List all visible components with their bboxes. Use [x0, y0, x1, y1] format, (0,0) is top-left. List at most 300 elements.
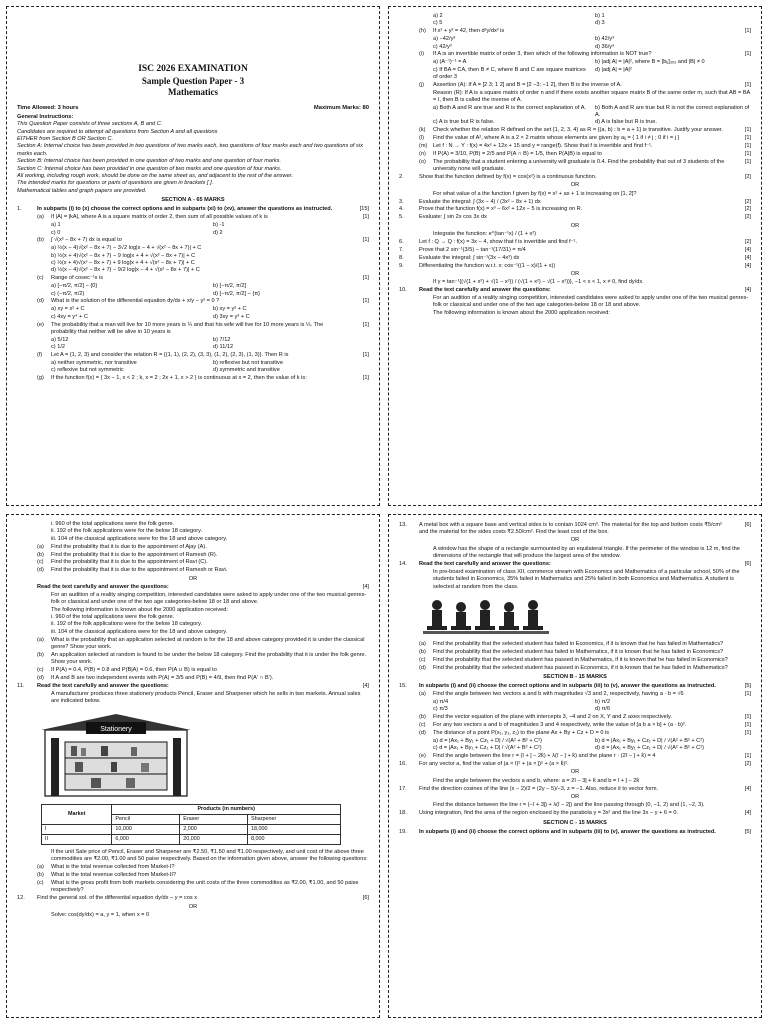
question-number: 7.: [399, 246, 404, 253]
question: [399, 287, 751, 294]
sub-question: [399, 722, 751, 729]
option-grid: [51, 283, 369, 298]
sub-question: [399, 143, 751, 150]
option: d) |adj A| = |A|²: [595, 66, 632, 73]
value-cell: 8,000: [248, 834, 341, 844]
marks: [1]: [744, 753, 751, 760]
question-text: If the unit Sale price of Pencil, Eraser and Sharpener are ₹2.50, ₹1.50 and ₹1.00 respectively, and unit cost of the above three commodities are ₹2.00, ₹1.00 and 50 paise respectively. Based on the information given above, answer the following questions:: [51, 849, 368, 863]
sub-question: [17, 214, 369, 221]
question-text: Prove that 2 sin⁻¹(3/5) − tan⁻¹(17/31) = π/4: [419, 246, 526, 253]
subpart-label: (c): [37, 667, 44, 674]
sub-question: [17, 322, 369, 337]
questions-block-3: [17, 521, 369, 706]
sub-question: [17, 567, 369, 574]
sub-question: [399, 691, 751, 698]
marks: [4]: [744, 785, 751, 792]
question-number: 3.: [399, 198, 404, 205]
option: d) ½(x − 4)√(x² − 8x + 7) − 9/2 log|x − 4 + √(x² − 8x + 7)| + C: [51, 267, 200, 274]
sub-question: [17, 375, 369, 382]
marks: [2]: [744, 198, 751, 205]
subpart-label: (b): [419, 714, 426, 721]
question: [17, 895, 369, 902]
marks: [1]: [744, 150, 751, 157]
option: c) d = |Ax₁ + By₁ + Cz₁ + D| / √(A² + B² + C²): [433, 745, 542, 752]
section-title: SECTION C - 15 MARKS: [543, 819, 607, 826]
question-number: 14.: [399, 560, 407, 567]
sub-question: [17, 652, 369, 667]
question-number: 11.: [17, 682, 25, 689]
subpart-label: (b): [37, 551, 44, 558]
question-text: Reason (R): If A is a square matrix of order n and if there exists another square matrix B of the same order m, such that AB = BA = I, then B is called the inverse of A.: [433, 89, 750, 104]
sub-question: [17, 584, 369, 591]
option: d) d = |Ax₁ + By₁ + Cz₁ + D| / √(A² + B² + C²): [595, 745, 704, 752]
question-text: For an audition of a reality singing competition, interested candidates were asked to apply under one of the two musical genres-folk or classical and under one of the two age categories-below 18 or 18 and above.: [51, 591, 367, 606]
sub-question: [17, 237, 369, 244]
question: [17, 206, 369, 213]
question-text: Find the direction cosines of the line (x − 2)/2 = (2y − 5)/−3, z = −1. Also, reduce it to vector form.: [419, 785, 659, 792]
question: [399, 561, 751, 568]
subpart-label: (e): [419, 753, 426, 760]
subpart-label: (m): [419, 142, 428, 149]
question-text: i. 960 of the total applications were the folk genre.: [51, 614, 175, 620]
option: b) |adj A| = |A|², where B = [bᵢⱼ]₃ₓ₃ and |B| ≠ 0: [595, 59, 705, 66]
question-text: Let f : N → Y : f(x) = 4x² + 12x + 15 and y = range(f). Show that f is invertible and find f⁻¹.: [433, 142, 653, 149]
subpart-label: (d): [419, 664, 426, 671]
option-grid: [433, 59, 751, 81]
subpart-label: (d): [419, 730, 426, 736]
subpart-label: (d): [37, 298, 44, 305]
option: b) 1: [595, 13, 605, 19]
question-text: Find the probability that the selected student has failed in Economics, if it is known that he has failed in Mathematics?: [433, 640, 724, 647]
sub-question: [399, 135, 751, 142]
page-4: [388, 514, 762, 1018]
sub-question: [17, 275, 369, 282]
product-sharpener-header: Sharpener: [248, 814, 341, 824]
question-text: Find the probability that it is due to the appointment of Ajay (A).: [51, 543, 207, 550]
option-list: [51, 245, 369, 275]
question: [399, 199, 751, 206]
table-row: [42, 824, 341, 834]
question-number: 13.: [399, 521, 407, 528]
value-cell: 10,000: [112, 824, 180, 834]
question-text: iii. 104 of the classical applications were for the 18 and above category.: [51, 628, 228, 635]
subpart-label: (h): [419, 28, 426, 35]
subpart-label: (b): [37, 872, 44, 879]
question-text: For what value of a the function f given by f(x) = x² + ax + 1 is increasing on [1, 2]?: [433, 190, 637, 197]
table-row: [42, 834, 341, 844]
sub-question: [17, 352, 369, 359]
value-cell: 18,000: [248, 824, 341, 834]
subpart-label: (f): [37, 352, 43, 359]
question: [399, 761, 751, 768]
question-number: 8.: [399, 254, 404, 261]
question-text: ii. 192 of the folk applications were for the below 18 category.: [51, 528, 203, 535]
marks: [1]: [744, 714, 751, 721]
question-text: Read the text carefully and answer the questions:: [419, 287, 551, 294]
sub-question: [399, 753, 751, 760]
option: a) 5/12: [51, 336, 69, 343]
or-divider: OR: [570, 794, 580, 800]
subpart-label: (c): [37, 559, 44, 566]
option: d) 3: [595, 20, 605, 27]
question-number: 19.: [399, 829, 407, 835]
question-number: 9.: [399, 262, 404, 269]
option: a) π/4: [433, 699, 449, 705]
marks: [1]: [744, 28, 751, 35]
marks: [15]: [359, 206, 369, 213]
option: c) 1/2: [51, 344, 65, 351]
option: c) A is true but R is false.: [433, 119, 495, 126]
option-grid: [51, 222, 369, 237]
question-text: iii. 104 of the classical applications were for the 18 and above category.: [51, 535, 228, 542]
products-header: Products (in numbers): [112, 804, 341, 814]
marks: [5]: [744, 683, 751, 690]
paper-header: [17, 63, 369, 99]
sub-question: [399, 82, 751, 89]
sub-question: [17, 544, 369, 551]
marks: [2]: [744, 214, 751, 221]
question-text: Find the value of A², where A is a 2 × 2 matrix whose elements are given by aᵢⱼ = { 1 if i ≠ j ; 0 if i = j }: [433, 135, 680, 141]
subpart-label: (n): [419, 150, 426, 157]
marks: [1]: [362, 275, 369, 282]
value-cell: 20,000: [180, 834, 248, 844]
option: a) 2: [433, 13, 443, 19]
exam-title: ISC 2026 EXAMINATION: [138, 64, 248, 74]
subpart-label: (c): [419, 722, 426, 729]
time-allowed: Time Allowed: 3 hours: [17, 105, 79, 112]
question-text: For an audition of a reality singing competition, interested candidates were asked to apply under one of the two musical genres-folk or classical and under one of the two age categories-below 18 or 18 and above.: [433, 295, 749, 309]
marks: [1]: [362, 298, 369, 305]
option: a) neither symmetric, nor transitive: [51, 359, 137, 366]
questions-block-2: [399, 13, 751, 317]
option: b) 7/12: [213, 336, 231, 343]
marks: [2]: [744, 173, 751, 180]
subpart-label: (a): [37, 214, 44, 221]
question-text: In pre-board examination of class XII, commerce stream with Economics and Mathematics of a particular school, 50% of the students failed in Economics, 35% failed in Mathematics and 25% failed in both Economics and Mathematics. A student is selected at random from the class.: [433, 568, 740, 590]
option: a) (A⁻¹)⁻¹ = A: [433, 59, 467, 66]
subpart-label: (e): [37, 321, 44, 328]
option: c) reflexive but not symmetric: [51, 367, 124, 374]
question: [399, 263, 751, 270]
subpart-label: (b): [37, 237, 44, 244]
question: [17, 683, 369, 690]
option: b) 42/y³: [595, 36, 614, 43]
subpart-label: (c): [37, 275, 44, 282]
market-cell: II: [42, 834, 112, 844]
question: [399, 522, 751, 537]
option: d) A is false but R is true.: [595, 119, 657, 126]
question-text: If P(A) = 0.4, P(B) = 0.8 and P(B|A) = 0.6, then P(A ∪ B) is equal to: [51, 667, 217, 674]
section-a-title: SECTION A - 65 MARKS: [161, 197, 225, 204]
option: d) 36/y³: [595, 43, 614, 50]
subpart-label: (c): [37, 880, 44, 886]
marks: [2]: [744, 238, 751, 245]
time-marks-line: [17, 105, 369, 113]
stationery-shop-illustration: [41, 710, 191, 800]
marks: [1]: [362, 352, 369, 359]
option: a) −42/y³: [433, 36, 456, 43]
option: d) [−π/2, π/2] − {π}: [213, 290, 261, 297]
option: c) 0: [51, 229, 61, 236]
sub-question: [399, 51, 751, 58]
question-text: Integrate the function: e^(tan⁻¹x) / (1 + x²): [433, 231, 537, 237]
question-text: Find the probability that it is due to the appointment of Ramesh or Ravi.: [51, 567, 228, 574]
question-text: In subparts (i) to (x) choose the correct options and in subparts (xi) to (xv), answer the questions as instructed.: [37, 206, 333, 213]
question-text: For any vector a, find the value of (a × î)² + (a × ĵ)² + (a × k̂)².: [419, 761, 569, 767]
question: [399, 206, 751, 213]
option: d) symmetric and transitive: [213, 367, 280, 374]
questions-block-5: [399, 522, 751, 591]
instruction-line: Section C: Internal choice has been provided in one question of two marks and one question of four marks.: [17, 165, 282, 172]
marks: [1]: [362, 375, 369, 382]
question: [399, 214, 751, 221]
instruction-line: Candidates are required to attempt all questions from Section A and all questions: [17, 128, 218, 135]
question-text: If y = tan⁻¹{(√(1 + x²) + √(1 − x²)) / (√(1 + x²) − √(1 − x²))}, −1 < x < 1, x ≠ 0, find dy/dx.: [433, 279, 644, 286]
marks: [2]: [744, 206, 751, 213]
option: c) 42/y³: [433, 43, 452, 50]
shop-sign-text: Stationery: [100, 725, 132, 733]
question-text: What is the total revenue collected from Market-I?: [51, 864, 175, 871]
question-text: If the function f(x) = { 3x − 1, x < 2 ; k, x = 2 ; 2x + 1, x > 2 } is continuous at x = 2, then the value of k is:: [51, 375, 307, 382]
instruction-line: All working, including rough work, should be done on the same sheet as, and adjacent to the rest of the answer.: [17, 172, 293, 179]
product-pencil-header: Pencil: [112, 814, 180, 824]
question-text: A manufacturer produces three stationery products Pencil, Eraser and Sharpener which he sells in two markets. Annual sales are indicated below.: [51, 690, 361, 705]
questions-block-1: [17, 206, 369, 382]
question-text: i. 960 of the total applications were the folk genre.: [51, 521, 175, 527]
question-number: 2.: [399, 173, 404, 180]
page-1: [6, 6, 380, 506]
instruction-line: Mathematical tables and graph papers are provided.: [17, 187, 147, 194]
option: c) If BA = CA, then B ≠ C, where B and C are square matrices of order 3: [433, 66, 586, 80]
sub-question: [399, 159, 751, 174]
marks: [4]: [362, 682, 369, 689]
question-number: 18.: [399, 810, 407, 817]
subpart-label: (j): [419, 81, 424, 88]
question: [399, 810, 751, 817]
question-number: 12.: [17, 895, 25, 902]
question-text: Let A = {1, 2, 3} and consider the relation R = {(1, 1), (2, 2), (3, 3), (1, 2), (2, 3), (1, 3)}. Then R is: [51, 352, 289, 359]
marks: [4]: [744, 262, 751, 269]
question-number: 17.: [399, 785, 407, 792]
sub-question: [399, 127, 751, 134]
option-grid: [433, 105, 751, 127]
marks: [6]: [744, 521, 751, 528]
marks: [1]: [744, 127, 751, 134]
market-sales-table: [41, 804, 341, 846]
sub-question: [399, 714, 751, 721]
question-text: ∫ √(x² − 8x + 7) dx is equal to: [51, 237, 122, 244]
subpart-label: (o): [419, 158, 426, 165]
subpart-label: (a): [37, 543, 44, 550]
marks: [2]: [744, 761, 751, 767]
option-grid: [51, 360, 369, 375]
question-text: If x² + y² = 42, then d²y/dx² is: [433, 28, 505, 35]
question-text: If P(A) = 3/10, P(B) = 2/5 and P(A ∩ B) = 1/5, then P(A|B) is equal to: [433, 150, 602, 157]
general-instructions-title: General Instructions:: [17, 113, 74, 120]
option-grid: [433, 738, 751, 753]
sub-question: [17, 872, 369, 879]
question: [399, 174, 751, 181]
paper-title: Sample Question Paper - 3: [141, 75, 245, 86]
question-text: An application selected at random is found to be under the below 18 category. Find the probability that it is under the folk genre. Show your work.: [51, 651, 367, 666]
question-number: 1.: [17, 206, 22, 213]
question: [399, 239, 751, 246]
option: b) -1: [213, 222, 225, 229]
question-text: Read the text carefully and answer the questions:: [37, 682, 169, 689]
marks: [1]: [744, 135, 751, 141]
question-text: Range of cosec⁻¹x is: [51, 275, 104, 282]
question-text: What is the total revenue collected from Market-II?: [51, 872, 176, 879]
question-text: A window has the shape of a rectangle surmounted by an equilateral triangle. If the perimeter of the window is 12 m, find the dimensions of the rectangle that will produce the largest area of the window.: [433, 545, 740, 559]
marks: [6]: [362, 895, 369, 902]
option-grid: [51, 306, 369, 321]
value-cell: 6,000: [112, 834, 180, 844]
question-text: In subparts (i) and (ii) choose the correct options and in subparts (iii) to (v), answer the questions as instructed.: [419, 829, 716, 835]
question-number: 5.: [399, 214, 404, 221]
question-text: If A and B are two independent events with P(A) = 3/5 and P(B) = 4/9, then find P(A' ∩ B').: [51, 675, 274, 681]
market-header: Market: [42, 804, 112, 824]
question-text: What is the probability that an application selected at random is for the 18 and above category provided it is under the classical genre? Show your work.: [51, 636, 365, 650]
question-text: For any two vectors a and b of magnitudes 3 and 4 respectively, write the value of [a b a × b] + (a · b)².: [433, 722, 687, 729]
marks: [1]: [744, 142, 751, 149]
question: [399, 683, 751, 690]
or-divider: OR: [570, 222, 580, 229]
sub-question: [17, 637, 369, 652]
subpart-label: (a): [37, 864, 44, 871]
sub-question: [17, 864, 369, 871]
maximum-marks: Maximum Marks: 80: [313, 105, 369, 112]
instruction-line: Section A: Internal choice has been provided in two questions of two marks each, two questions of four marks each and two questions of six marks each.: [17, 143, 363, 157]
sub-question: [399, 649, 751, 656]
marks: [1]: [744, 51, 751, 58]
question-text: Prove that the function f(x) = x³ − 6x² + 12x − 5 is increasing on R.: [419, 206, 583, 213]
subpart-label: (a): [419, 640, 426, 647]
subpart-label: (c): [419, 656, 426, 663]
option: a) Both A and R are true and R is the correct explanation of A.: [433, 104, 586, 111]
option: a) xy = x² + C: [51, 306, 85, 313]
marks: [4]: [744, 287, 751, 294]
question-text: Find the probability that the selected student has passed in Mathematics, if it is known that he has failed in Economics?: [433, 656, 728, 663]
question-text: The distance of a point P(x₁, y₁, z₁) to the plane Ax + By + Cz + D = 0 is: [433, 730, 610, 736]
page-3: [6, 514, 380, 1018]
question-text: What is the gross profit from both markets considering the unit costs of the three commodities as ₹2.00, ₹1.00, and 50 paise respectively?: [51, 880, 359, 894]
question-text: Find the distance between the line r = (−î + 3ĵ) + λ(î − 2ĵ) and the line passing through (0, −1, 2) and (1, −2, 3).: [433, 802, 705, 809]
marks: [1]: [744, 730, 751, 736]
question-text: Find the angle between two vectors a and b with magnitudes √3 and 2, respectively, having a · b = √6: [433, 691, 684, 698]
option: d) π/6: [595, 706, 611, 713]
or-divider: OR: [188, 575, 198, 582]
question-text: ii. 192 of the folk applications were for the below 18 category.: [51, 621, 203, 628]
question-text: Find the probability that it is due to the appointment of Ravi (C).: [51, 559, 208, 566]
question: [399, 247, 751, 254]
questions-block-6: [399, 641, 751, 837]
option: b) [−π/2, π/2]: [213, 283, 247, 290]
option: d) 2: [213, 229, 223, 236]
question-text: Evaluate the integral: ∫ (3x − 4) / (3x² − 8x + 1) dx: [419, 198, 541, 205]
or-divider: OR: [570, 270, 580, 277]
marks: [4]: [744, 254, 751, 261]
marks: [6]: [744, 560, 751, 567]
question-text: Evaluate the integral: ∫ sin⁻¹(3x − 4x³) dx: [419, 254, 520, 261]
or-divider: OR: [570, 182, 580, 189]
subpart-label: (d): [37, 567, 44, 574]
question: [399, 786, 751, 793]
sub-question: [17, 552, 369, 559]
option: c) 4xy = y⁴ + C: [51, 313, 88, 320]
section-title: SECTION B - 15 MARKS: [543, 673, 607, 680]
question-text: Find the vector equation of the plane with intercepts 3, −4 and 2 on X, Y and Z axes respectively.: [433, 714, 672, 721]
product-eraser-header: Eraser: [180, 814, 248, 824]
sub-question: [399, 151, 751, 158]
marks: [1]: [744, 81, 751, 88]
question-text: The following information is known about the 2000 application received:: [433, 309, 610, 316]
question-number: 15.: [399, 683, 407, 690]
option-grid: [433, 13, 751, 28]
option: b) reflexive but not transitive: [213, 359, 283, 366]
option: a) 1: [51, 222, 61, 229]
marks: [1]: [744, 722, 751, 729]
question-text: Solve: cos(dy/dx) = a, y = 1, when x = 0: [51, 912, 150, 918]
option: d) 3xy = y³ + C: [213, 313, 250, 320]
sub-question: [17, 675, 369, 682]
sub-question: [17, 298, 369, 305]
sub-question: [399, 28, 751, 35]
option: b) d = |Ax₁ + By₁ + Cz₁ + D| / √(A² + B² + C²): [595, 737, 704, 744]
subpart-label: (d): [37, 675, 44, 681]
option: b) ½(x + 4)√(x² − 8x + 7) − 9 log|x + 4 + √(x² − 8x + 7)| + C: [51, 252, 196, 259]
option: c) ½(x + 4)√(x² − 8x + 7) + 9 log|x + 4 + √(x² − 8x + 7)| + C: [51, 260, 195, 267]
question-number: 6.: [399, 238, 404, 245]
question-text: Assertion (A): If A = [2 3; 1 2] and B = [2 −3; −1 2], then B is the inverse of A.: [433, 81, 622, 88]
marks: [1]: [362, 321, 369, 328]
option: b) Both A and R are true but R is not the correct explanation of A.: [595, 104, 750, 118]
instruction-line: Section B: Internal choice has been provided in one question of two marks and one question of four marks.: [17, 158, 281, 165]
question-text: If A is an invertible matrix of order 3, then which of the following information is NOT true?: [433, 51, 652, 58]
marks: [1]: [362, 214, 369, 221]
market-cell: I: [42, 824, 112, 834]
option-grid: [51, 337, 369, 352]
option-grid: [433, 36, 751, 51]
question-text: Read the text carefully and answer the questions:: [419, 560, 551, 567]
sub-question: [17, 667, 369, 674]
sub-question: [399, 641, 751, 648]
question: [399, 829, 751, 836]
subpart-label: (a): [37, 636, 44, 643]
question-number: 4.: [399, 206, 404, 213]
question-text: Find the probability that the selected student has passed in Economics, if it is known that he has failed in Mathematics?: [433, 664, 728, 671]
sub-question: [17, 559, 369, 566]
question-text: Evaluate: ∫ sin 2x cos 3x dx: [419, 214, 487, 221]
option: c) 5: [433, 20, 443, 27]
subpart-label: (k): [419, 127, 426, 134]
question-text: Differentiating the function w.r.t. x: cos⁻¹((1 − x)/(1 + x)): [419, 262, 556, 269]
option: a) d = |Ax₁ + By₁ + Cz₁ + D| / √(A² + B² + C²): [433, 737, 542, 744]
question-text: The probability that a student entering a university will graduate is 0.4. Find the probability that out of 3 students of the university none will graduate.: [433, 158, 725, 172]
sub-question: [399, 730, 751, 737]
question-text: If |A| = |kA|, where A is a square matrix of order 2, then sum of all possible values of k is: [51, 214, 268, 221]
general-instructions: [17, 121, 369, 195]
question-text: The probability that a man will live for 10 more years is ¼ and that his wife will live for 10 more years is ⅓. The probability that neither will be alive in 10 years is: [51, 321, 324, 335]
question-text: Find the general sol. of the differential equation dy/dx − y = cos x: [37, 895, 198, 902]
subpart-label: (i): [419, 51, 424, 58]
option: c) π/3: [433, 706, 448, 713]
option: a) ½(x − 4)√(x² − 8x + 7) − 3√2 log|x − 4 + √(x² − 8x + 7)| + C: [51, 245, 202, 252]
instruction-line: This Question Paper consists of three sections A, B and C.: [17, 121, 163, 128]
option: b) π/2: [595, 699, 611, 705]
instruction-line: The intended marks for questions or parts of questions are given in brackets [ ].: [17, 180, 214, 187]
marks: [4]: [362, 584, 369, 590]
subpart-label: (g): [37, 375, 44, 382]
